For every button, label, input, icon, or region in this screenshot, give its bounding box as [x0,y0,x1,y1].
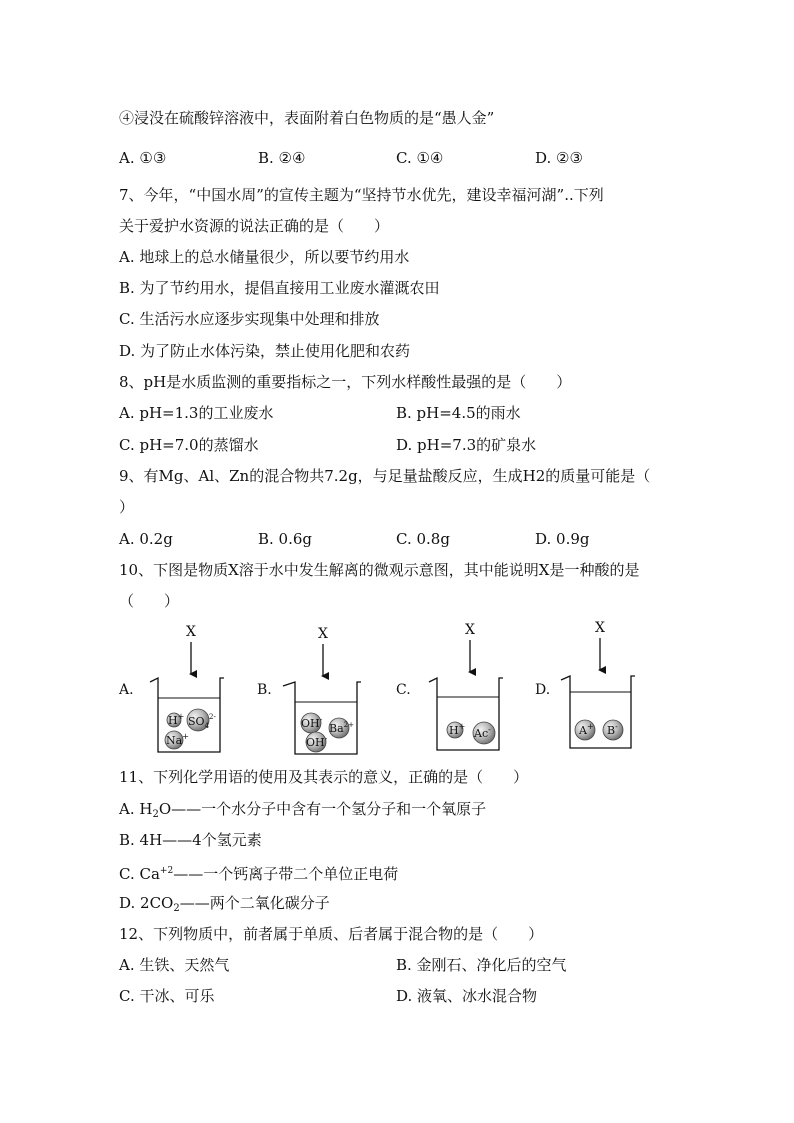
ion-so-charge: 2- [209,713,216,721]
q12-option-a: A. 生铁、天然气 [119,956,230,974]
ion-ac-charge: - [488,725,491,734]
q9-stem-line2: ） [119,498,135,516]
q9-stem-line1: 9、有Mg、Al、Zn的混合物共7.2g，与足量盐酸反应，生成H2的质量可能是（ [119,467,651,485]
beaker-c-label: C. [396,682,411,698]
q6-option-d: D. ②③ [535,149,583,167]
beaker-d-outline [561,676,635,748]
ion-a-charge: + [586,722,594,731]
q12-option-d: D. 液氧、冰水混合物 [396,987,538,1005]
svg-text:Ba2+ [329,721,354,735]
q11-option-d-meaning: ——两个二氧化碳分子 [179,894,330,912]
beaker-a-x-label: X [186,624,196,640]
ion-na-charge: + [182,732,189,741]
q12-option-b: B. 金刚石、净化后的空气 [396,956,567,974]
q10-stem-line2: （ ） [119,592,180,610]
q7-option-c: C. 生活污水应逐步实现集中处理和排放 [119,310,380,328]
q11-option-c-meaning: ——一个钙离子带二个单位正电荷 [173,865,399,883]
q8-option-b: B. pH=4.5的雨水 [396,404,521,422]
beaker-a [118,624,224,752]
svg-text:Na+ [166,732,189,747]
ion-a: A [579,724,587,737]
q9-option-d: D. 0.9g [535,530,590,548]
beaker-b-label: B. [257,682,272,698]
ion-so-sub: 4 [204,722,210,730]
beaker-c-x-label: X [465,622,475,638]
beaker-b [257,626,361,754]
q11-option-b: B. 4H——4个氢元素 [119,831,262,849]
ion-ac: Ac [474,727,489,740]
beaker-d [535,620,635,748]
beaker-c [396,622,503,750]
q11-option-d [119,893,330,919]
q11-option-c [119,861,398,884]
q11-option-c-superscript: +2 [159,866,174,876]
q11-option-a [119,799,486,825]
q11-option-d-text: D. 2CO [119,894,174,912]
q7-option-b: B. 为了节约用水，提倡直接用工业废水灌溉农田 [119,279,440,297]
q7-stem-line1: 7、今年，“中国水周”的宣传主题为“坚持节水优先，建设幸福河湖”..下列 [119,186,604,204]
q6-item4: ④浸没在硫酸锌溶液中，表面附着白色物质的是“愚人金” [119,109,495,127]
q12-stem: 12、下列物质中，前者属于单质、后者属于混合物的是（ ） [119,925,544,943]
beaker-d-label: D. [535,682,551,698]
q8-option-a: A. pH=1.3的工业废水 [119,404,274,422]
svg-text:OH- [306,734,328,749]
q7-option-d: D. 为了防止水体污染，禁止使用化肥和农药 [119,342,411,360]
q8-option-c: C. pH=7.0的蒸馏水 [119,436,259,454]
ion-oh-1: OH [301,717,320,730]
ion-b: B [607,724,616,737]
q11-option-a-text: A. H [119,800,153,818]
ion-oh-2-charge: - [324,734,328,743]
q11-option-d-subscript: 2 [173,903,180,914]
q12-option-c: C. 干冰、可乐 [119,987,215,1005]
q8-stem: 8、pH是水质监测的重要指标之一，下列水样酸性最强的是（ ） [119,373,572,391]
q11-option-c-text: C. Ca [119,865,160,883]
ion-na: Na [166,734,183,747]
beaker-a-label: A. [119,682,134,698]
q11-option-a-meaning: O——一个水分子中含有一个氢分子和一个氧原子 [158,800,487,818]
q10-stem-line1: 10、下图是物质X溶于水中发生解离的微观示意图，其中能说明X是一种酸的是 [119,561,640,579]
ion-ba: Ba [329,722,344,735]
q6-option-b: B. ②④ [258,149,306,167]
ion-h: H [168,714,178,727]
q9-option-b: B. 0.6g [258,530,313,548]
ion-ba-charge: 2+ [343,721,354,729]
q11-stem: 11、下列化学用语的使用及其表示的意义，正确的是（ ） [119,768,529,786]
q10-beaker-figure [110,612,670,762]
q7-option-a: A. 地球上的总水储量很少，所以要节约用水 [119,248,410,266]
svg-text:H+ [449,722,465,737]
svg-text:SO42- [188,713,216,730]
q9-option-c: C. 0.8g [396,530,450,548]
ion-h-c: H [449,724,459,737]
ion-b-charge: - [615,722,618,731]
q8-option-d: D. pH=7.3的矿泉水 [396,436,537,454]
ion-oh-2: OH [306,736,325,749]
q9-option-a: A. 0.2g [119,530,173,548]
q7-stem-line2: 关于爱护水资源的说法正确的是（ ） [119,217,390,235]
ion-h-c-charge: + [458,722,466,731]
ion-h-charge: + [177,712,185,721]
beaker-d-x-label: X [595,620,605,636]
beaker-b-x-label: X [318,626,328,642]
ion-oh-1-charge: - [319,715,323,724]
svg-text:H+ [168,712,184,727]
svg-text:OH- [301,715,323,730]
q11-option-a-subscript: 2 [152,809,159,820]
q6-option-a: A. ①③ [119,149,167,167]
q6-option-c: C. ①④ [396,149,444,167]
ion-so: SO [188,715,205,728]
